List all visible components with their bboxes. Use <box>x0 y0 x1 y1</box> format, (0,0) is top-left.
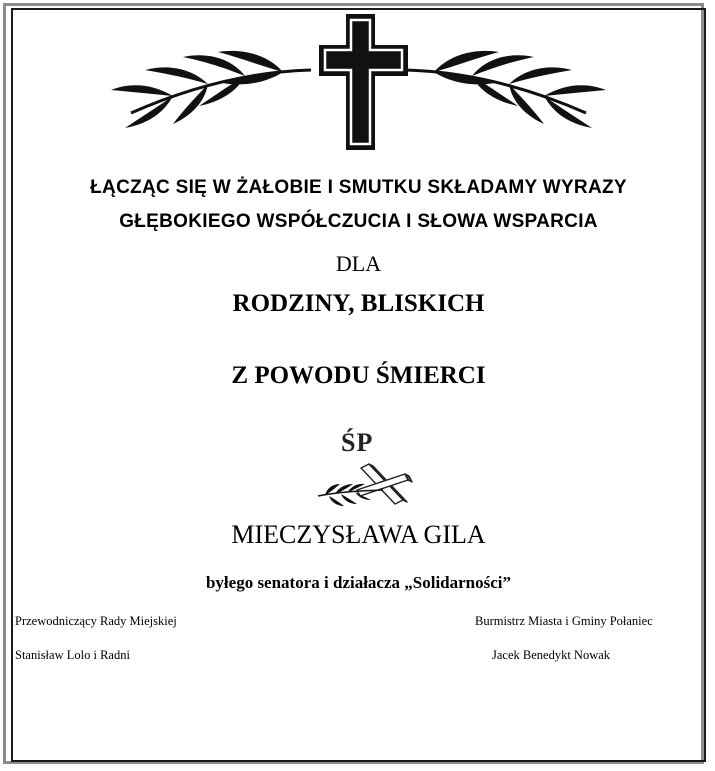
header-ornament <box>13 10 704 160</box>
honorific: ŚP <box>341 428 374 457</box>
signature-left-names: Stanisław Lolo i Radni <box>15 648 130 662</box>
right-branch-icon <box>406 51 606 128</box>
deceased-description: byłego senatora i działacza „Solidarności” <box>205 573 512 592</box>
latin-cross-icon <box>319 14 408 150</box>
signature-right-title: Burmistrz Miasta i Gminy Połaniec <box>475 614 653 628</box>
recipients: RODZINY, BLISKICH <box>232 290 485 317</box>
left-branch-icon <box>111 51 311 128</box>
deceased-name: MIECZYSŁAWA GILA <box>231 520 486 549</box>
headline-line-1: ŁĄCZĄC SIĘ W ŻAŁOBIE I SMUTKU SKŁADAMY WYRAZY <box>90 177 627 198</box>
signature-left-title: Przewodniczący Rady Miejskiej <box>15 614 177 628</box>
cross-with-branch-icon <box>313 460 413 510</box>
reason: Z POWODU ŚMIERCI <box>231 362 486 389</box>
for-word: DLA <box>335 251 382 276</box>
signature-right-name: Jacek Benedykt Nowak <box>492 648 611 662</box>
condolence-notice <box>13 10 704 760</box>
headline-line-2: GŁĘBOKIEGO WSPÓŁCZUCIA I SŁOWA WSPARCIA <box>119 211 598 232</box>
